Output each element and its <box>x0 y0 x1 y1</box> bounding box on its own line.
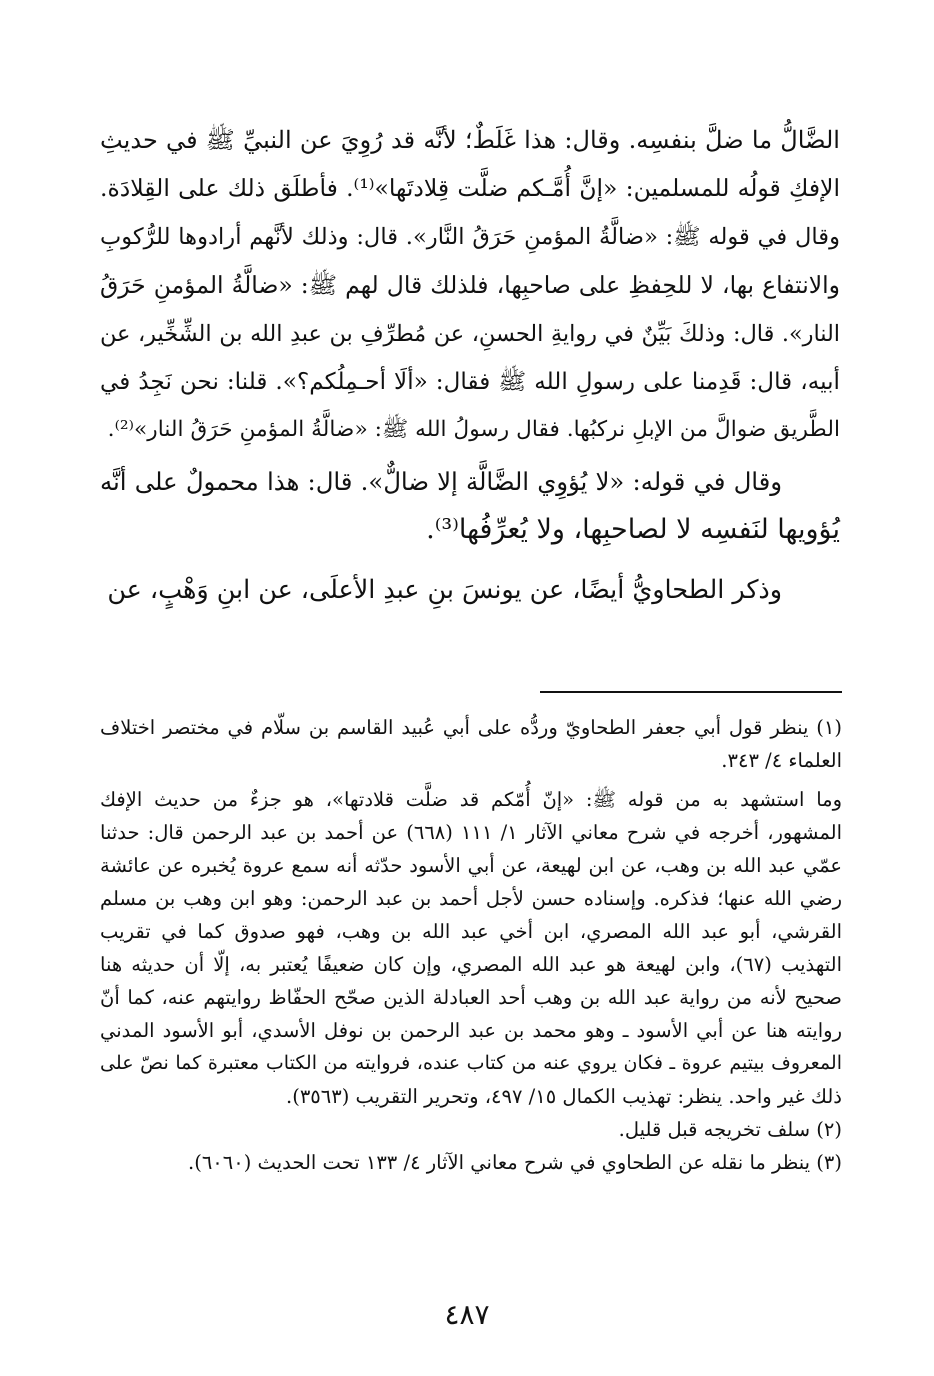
main-line-10: وذكر الطحاويُّ أيضًا، عن يونسَ بنِ عبدِ الأعلَى، عن ابنِ وَهْبٍ، عن <box>107 573 782 604</box>
main-line-5: النار». قال: وذلكَ بَيِّنٌ في روايةِ الحسنِ، عن مُطرِّفِ بن عبدِ الله بن الشِّخِّير، عن <box>100 320 840 347</box>
footnote-line-4: المشهور، أخرجه في شرح معاني الآثار ١/ ١١١ (٦٦٨) عن أحمد بن عبد الرحمن قال: حدثنا <box>100 821 842 844</box>
main-text <box>100 116 840 613</box>
footnote-line-2: العلماء ٤/ ٣٤٣. <box>721 749 842 772</box>
footnote-line-13: (٢) سلف تخريجه قبل قليل. <box>618 1118 842 1141</box>
footnote-separator <box>540 691 842 693</box>
main-line-6: أبيه، قال: قَدِمنا على رسولِ الله ﷺ فقال: «ألَا أحـمِلُكم؟». قلنا: نحن نَجِدُ في <box>100 368 840 396</box>
footnote-line-8: التهذيب (٦٧)، وابن لهيعة هو عبد الله المصري، وإن كان ضعيفًا يُعتبر به، إلّا أن حديثه هنا <box>100 953 842 976</box>
footnote-line-5: عمّي عبد الله بن وهب، عن ابن لهيعة، عن أبي الأسود حدّثه أنه سمع عروة يُخبره عن عائشة <box>100 854 842 877</box>
footnote-line-1: (١) ينظر قول أبي جعفر الطحاويّ وردُّه على أبي عُبيد القاسم بن سلّام في مختصر اختلاف <box>100 716 842 739</box>
footnote-line-9: صحيح لأنه من رواية عبد الله بن وهب أحد العبادلة الذين صحّح الحفّاظ روايتهم عنه، كما أنّ <box>100 986 842 1009</box>
footnote-line-11: المعروف بيتيم عروة ـ فكان يروي عنه من كتاب عنده، فروايته من الكتاب معتبرة كما نصّ على <box>100 1052 842 1074</box>
footnote-line-6: رضي الله عنها؛ فذكره. وإسناده حسن لأجل أحمد بن عبد الرحمن: وهو ابن وهب بن مسلم <box>100 887 842 910</box>
footnote-line-14: (٣) ينظر ما نقله عن الطحاوي في شرح معاني الآثار ٤/ ١٣٣ تحت الحديث (٦٠٦٠). <box>188 1151 842 1174</box>
footnotes <box>100 711 842 1179</box>
main-line-8: وقال في قوله: «لا يُؤوِي الضَّالَّة إلا ضالٌّ». قال: هذا محمولٌ على أنَّه <box>100 466 782 496</box>
footnote-line-10: روايته هنا عن أبي الأسود ـ وهو محمد بن عبد الرحمن بن نوفل الأسدي، أبو الأسود المدني <box>100 1019 842 1042</box>
main-line-9: يُؤويها لنَفسِه لا لصاحبِها، ولا يُعرِّفُها⁽³⁾. <box>426 514 840 546</box>
main-line-1: الضَّالُّ ما ضلَّ بنفسِه. وقال: هذا غَلَطٌ؛ لأنَّه قد رُوِيَ عن النبيِّ ﷺ في حديثِ <box>100 126 840 154</box>
main-line-3: وقال في قوله ﷺ: «ضالَّةُ المؤمنِ حَرَقُ النَّار». قال: وذلك لأنَّهم أرادوها للرُّكوبِ <box>100 223 840 250</box>
main-line-4: والانتفاع بها، لا للحِفظِ على صاحبِها، فلذلك قال لهم ﷺ: «ضالَّةُ المؤمنِ حَرَقُ <box>100 271 840 300</box>
footnote-line-12: ذلك غير واحد. ينظر: تهذيب الكمال ١٥/ ٤٩٧، وتحرير التقريب (٣٥٦٣). <box>286 1085 842 1108</box>
main-line-2: الإفكِ قولُه للمسلمين: «إنَّ أُمَّـكم ضلَّت قِلادتَها»⁽¹⁾. فأطلَق ذلك على القِلادَة. <box>100 174 840 203</box>
footnote-line-3: وما استشهد به من قوله ﷺ: «إنّ أُمّكم قد ضلَّت قلادتها»، هو جزءٌ من حديث الإفك <box>100 788 842 811</box>
footnote-line-7: القرشي، أبو عبد الله المصري، ابن أخي عبد الله بن وهب، فهو صدوق كما في تقريب <box>100 920 842 943</box>
page-number: ٤٨٧ <box>444 1298 490 1331</box>
main-line-7: الطَّريق ضوالَّ من الإبلِ نركبُها. فقال رسولُ الله ﷺ: «ضالَّةُ المؤمنِ حَرَقُ النار»⁽²⁾. <box>107 417 840 443</box>
